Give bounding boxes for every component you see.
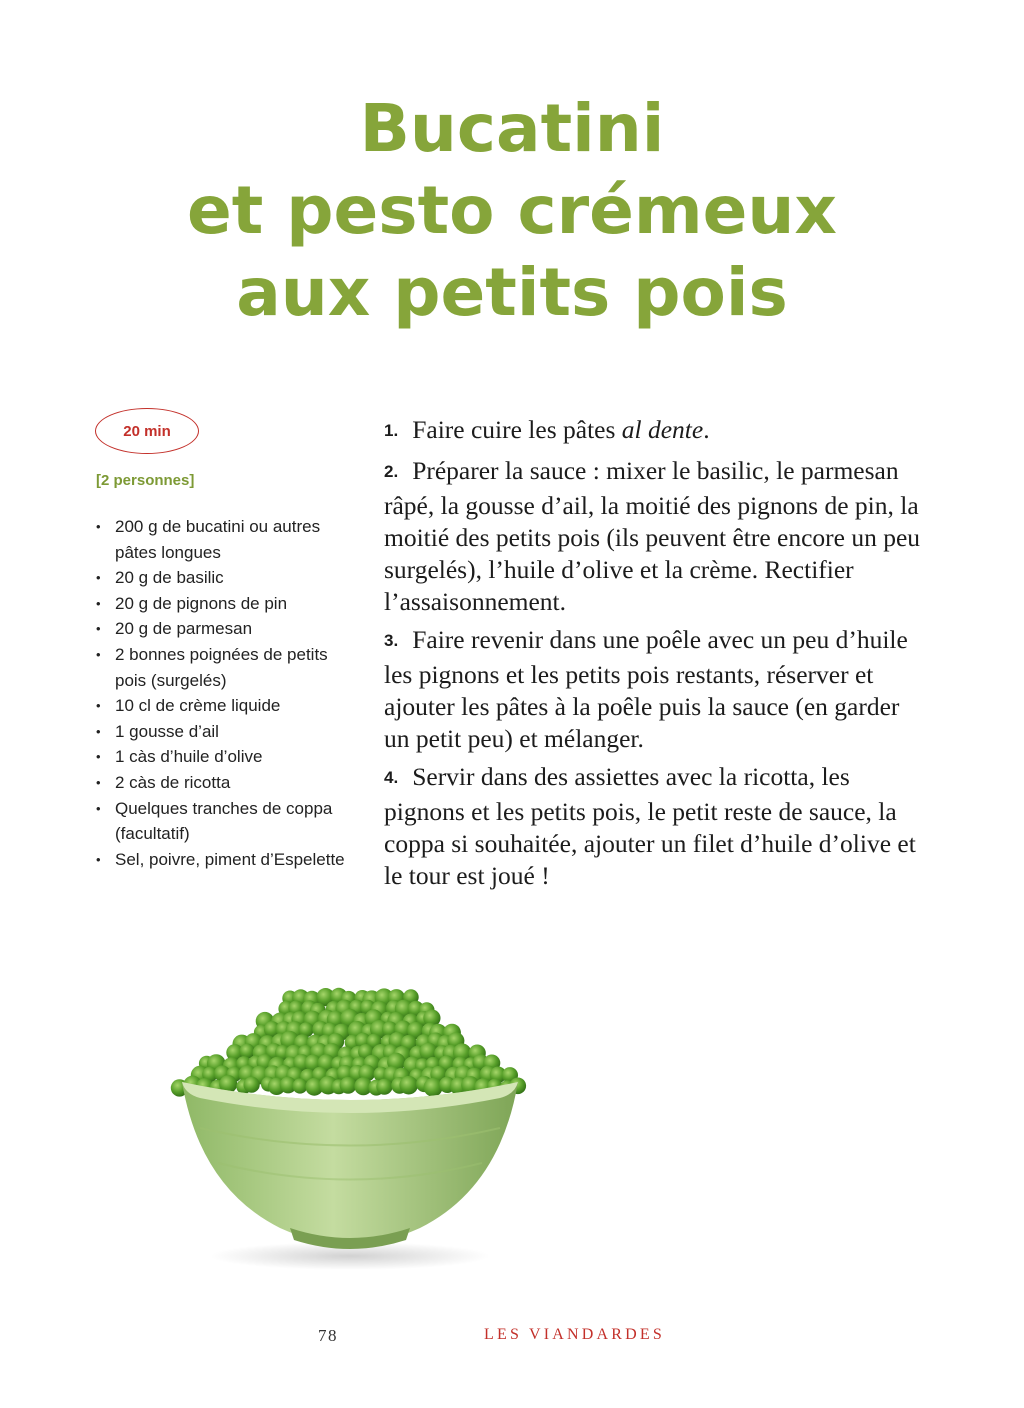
prep-time-label: 20 min (123, 422, 171, 440)
ingredient-item: • 2 bonnes poignées de petits pois (surgelés) (96, 642, 346, 693)
step-text: Préparer la sauce : mixer le basilic, le parmesan râpé, la gousse d’ail, la moitié des pignons de pin, la moitié des petits pois (ils peuvent être encore un peu surgelés), l’huile d’olive et la crème. Rectifier l’assaisonnement. (384, 456, 921, 616)
step-number: 2. (384, 462, 399, 481)
servings-label: [2 personnes] (96, 472, 195, 489)
running-title: LES VIANDARDES (484, 1326, 665, 1343)
step-number: 1. (384, 421, 399, 440)
step-text: Faire revenir dans une poêle avec un peu d’huile les pignons et les petits pois restants, réserver et ajouter les pâtes à la poêle puis la sauce (en garder un petit peu) et mélanger. (384, 625, 908, 753)
title-line-3: aux petits pois (236, 254, 788, 331)
step-text: Faire cuire les pâtes (412, 415, 622, 444)
ingredient-item: • 2 càs de ricotta (96, 770, 346, 796)
step-number: 4. (384, 768, 399, 787)
pea (244, 1077, 260, 1093)
step-3 (384, 624, 924, 755)
step-number: 3. (384, 631, 399, 650)
pea (292, 1078, 307, 1093)
ingredient-item: • 20 g de basilic (96, 565, 346, 591)
ingredient-item: • Quelques tranches de coppa (facultatif) (96, 796, 346, 847)
pea (376, 1079, 392, 1095)
step-text-end: . (703, 415, 710, 444)
prep-time-badge (95, 408, 199, 454)
page-number: 78 (318, 1326, 338, 1345)
recipe-steps (384, 414, 924, 898)
ingredient-item: • 1 càs d’huile d’olive (96, 744, 346, 770)
recipe-title (0, 88, 1024, 334)
pea (340, 1077, 357, 1094)
step-4 (384, 761, 924, 892)
step-2 (384, 455, 924, 618)
ingredient-item: • 20 g de parmesan (96, 616, 346, 642)
title-line-2: et pesto crémeux (187, 172, 837, 249)
ingredient-item: • 200 g de bucatini ou autres pâtes longues (96, 514, 346, 565)
ingredient-item: • Sel, poivre, piment d’Espelette (96, 847, 346, 873)
step-1 (384, 414, 924, 449)
ingredients-list (96, 514, 346, 872)
peas-mound (171, 988, 526, 1097)
pea (399, 1076, 418, 1095)
ingredient-item: • 20 g de pignons de pin (96, 591, 346, 617)
title-line-1: Bucatini (359, 90, 665, 167)
ingredient-item: • 10 cl de crème liquide (96, 693, 346, 719)
peas-bowl-photo (170, 978, 530, 1278)
ingredient-item: • 1 gousse d’ail (96, 719, 346, 745)
step-text-italic: al dente (621, 415, 704, 444)
step-text: Servir dans des assiettes avec la ricotta, les pignons et les petits pois, le petit reste de sauce, la coppa si souhaitée, ajouter un filet d’huile d’olive et le tour est joué ! (384, 762, 916, 890)
